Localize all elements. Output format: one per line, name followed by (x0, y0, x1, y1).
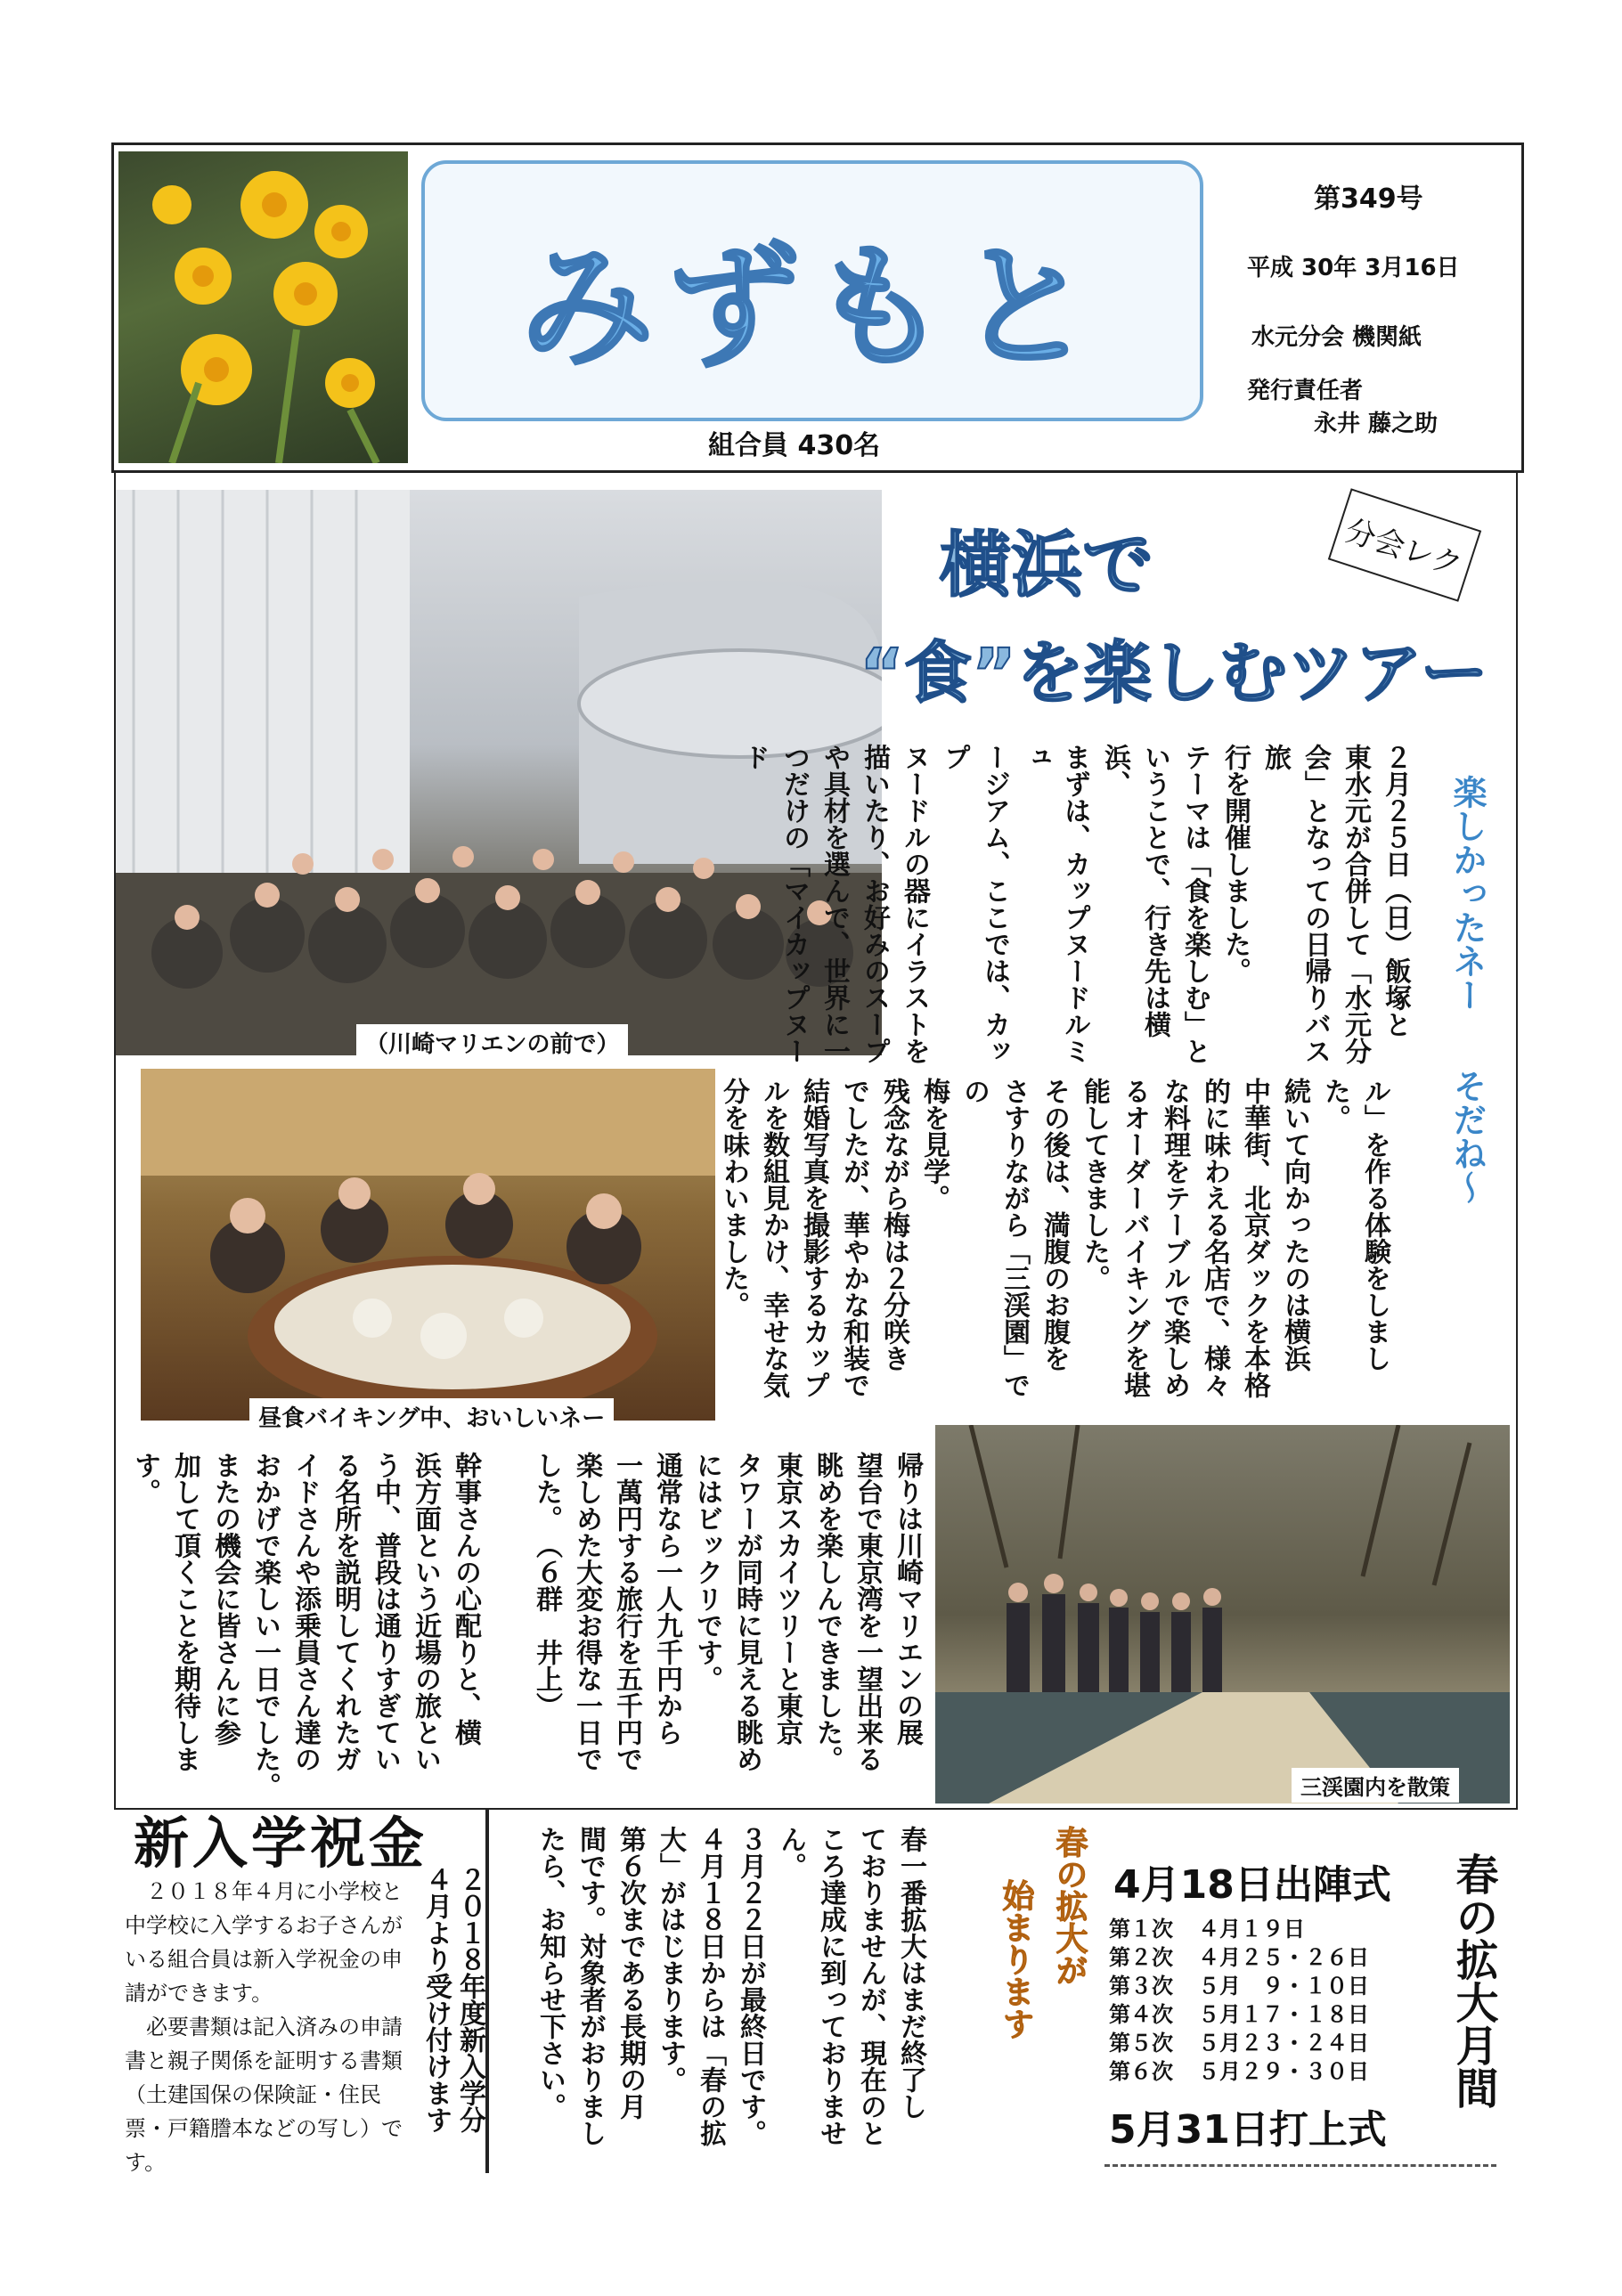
tour-line: つだけの「マイカップヌード (738, 744, 810, 1064)
caption-marien: （川崎マリエンの前で） (356, 1024, 628, 1061)
tour-text-col4 (125, 1452, 485, 1808)
tour-line: る名所を説明してくれたガ (330, 1452, 361, 1772)
headline-tour: “食”を楽しむツアー (860, 633, 1488, 712)
tour-line: 的に味わえる名店で、様々 (1199, 1078, 1230, 1398)
tour-text-col2 (713, 1078, 1395, 1416)
caption-lunch: 昼食バイキング中、おいしいネー (249, 1398, 614, 1435)
tour-line: した。 （６群 井上） (531, 1452, 562, 1719)
lunch-photo-image (141, 1069, 715, 1421)
tour-line: ージアム、ここでは、カップ (939, 744, 1010, 1064)
tour-line: な料理をテーブルで楽しめ (1159, 1078, 1190, 1398)
tour-line: またの機会に皆さんに参 (209, 1452, 240, 1746)
round-date: ５月２３・２４日 (1198, 2031, 1369, 2056)
tour-line: ヌードルの器にイラストを (899, 744, 930, 1064)
member-count: 組合員 430名 (708, 430, 881, 461)
spring-side-title-line1: 春の拡大が (1051, 1826, 1088, 1986)
tour-line: その後は、満腹のお腹を (1039, 1078, 1070, 1372)
tour-line: 浜方面という近場の旅とい (410, 1452, 441, 1772)
headline-yokohama: 横浜で (940, 524, 1153, 607)
tour-line: 幹事さんの心配りと、横 (450, 1452, 481, 1746)
spring-side-title (989, 1826, 1096, 2164)
title-panel (421, 160, 1203, 421)
spring-line: たら、お知らせ下さい。 (534, 1826, 566, 2120)
round-label: 第１次 (1109, 1917, 1173, 1942)
publisher-label: 発行責任者 (1247, 378, 1364, 404)
tour-line: 一萬円する旅行を五千円で (611, 1452, 642, 1772)
spring-line: ３月２２日が最終日です。 (735, 1826, 766, 2146)
tour-line: ルを数組見かけ、幸せな気 (758, 1078, 789, 1398)
daffodil-image (118, 151, 408, 463)
publisher-name: 永井 藤之助 (1314, 411, 1439, 437)
spring-line: 大」がはじまります。 (655, 1826, 686, 2093)
spring-end: 5月31日打上式 (1109, 2107, 1387, 2153)
round-row (1109, 1915, 1369, 1943)
tour-text-col1 (734, 744, 1415, 1064)
stamp-text: 分会レク (1341, 512, 1467, 584)
spring-rounds (1109, 1915, 1369, 2086)
tour-line: 東京スカイツリーと東京 (771, 1452, 803, 1746)
issue-number: 第349号 (1314, 183, 1423, 215)
school-title: 新入学祝金 (134, 1811, 428, 1876)
tour-line: ２月２５日（日）飯塚と (1380, 744, 1411, 1038)
tour-line: 続いて向かったのは横浜 (1279, 1078, 1310, 1372)
school-body-p2: 必要書類は記入済みの申請書と親子関係を証明する書類（土建国保の保険証・住民票・戸籍謄本などの写し）です。 (125, 2015, 403, 2175)
round-label: 第５次 (1109, 2031, 1173, 2056)
school-side-text (419, 1866, 486, 2178)
bottom-divider (1104, 2164, 1496, 2167)
tour-line: 加して頂くことを期待しま (169, 1452, 200, 1772)
tour-line: 能してきました。 (1079, 1078, 1110, 1291)
round-date: ４月１９日 (1198, 1917, 1305, 1942)
tour-line: ル」を作る体験をしました。 (1319, 1078, 1390, 1372)
tour-line: おかげで楽しい一日でした。 (249, 1452, 281, 1799)
tour-line: るオーダーバイキングを堪 (1119, 1078, 1150, 1398)
issue-date: 平成 30年 3月16日 (1247, 255, 1460, 281)
tour-line: 行を開催しました。 (1219, 744, 1251, 984)
round-date: ５月 ９・１０日 (1198, 1974, 1369, 1999)
tour-line: 眺めを楽しんできました。 (811, 1452, 843, 1772)
round-date: ４月２５・２６日 (1198, 1945, 1369, 1970)
round-row (1109, 2057, 1369, 2086)
round-row (1109, 2000, 1369, 2029)
school-divider (485, 1808, 489, 2173)
tour-line: 残念ながら梅は２分咲き (878, 1078, 909, 1372)
spring-side-title-line2: 始まります (998, 1879, 1034, 2040)
tour-line: や具材を選んで、世界に一 (819, 744, 850, 1064)
tour-line: でしたが、華やかな和装で (838, 1078, 869, 1398)
spring-line: ておりませんが、現在のと (855, 1826, 886, 2146)
tour-line: イドさんや添乗員さん達の (289, 1452, 321, 1772)
spring-line: 第６次まである長期の月 (615, 1826, 646, 2120)
round-row (1109, 2029, 1369, 2057)
spring-month-label: 春の拡大月間 (1448, 1852, 1498, 2109)
tour-line: にはビックリです。 (691, 1452, 722, 1692)
newsletter-title: みずもと (519, 231, 1104, 386)
tour-line: 帰りは川崎マリエンの展 (892, 1452, 923, 1746)
round-row (1109, 1972, 1369, 2000)
tour-line: 描いたり、お好みのスープ (859, 744, 890, 1064)
round-date: ５月１７・１８日 (1198, 2002, 1369, 2027)
spring-line: ４月１８日からは「春の拡 (695, 1826, 726, 2146)
spring-line: 間です。対象者がおりまし (575, 1826, 606, 2146)
caption-sankeien: 三渓園内を散策 (1292, 1768, 1459, 1803)
tour-line: 中華街、北京ダックを本格 (1239, 1078, 1270, 1398)
tour-line: 東水元が合併して「水元分 (1340, 744, 1371, 1064)
side-text-fun: 楽しかったネー (1447, 775, 1487, 1012)
tour-line: まずは、カップヌードルミュ (1019, 744, 1090, 1064)
tour-line: 通常なら一人九千円から (651, 1452, 682, 1746)
daffodil-photo (118, 151, 408, 463)
school-body (125, 1875, 414, 2179)
school-body-p1: ２０１８年４月に小学校と中学校に入学するお子さんがいる組合員は新入学祝金の申請ができます。 (125, 1879, 403, 2006)
tour-line: 望台で東京湾を一望出来る (852, 1452, 883, 1772)
round-label: 第４次 (1109, 2002, 1173, 2027)
tour-line: さすりながら「三渓園」での (958, 1078, 1030, 1398)
tour-line: 結婚写真を撮影するカップ (798, 1078, 829, 1398)
spring-line: 春一番拡大はまだ終了し (895, 1826, 926, 2120)
tour-line: 分を味わいました。 (718, 1078, 749, 1318)
lunch-photo (141, 1069, 715, 1421)
round-label: 第３次 (1109, 1974, 1173, 1999)
tour-line: 楽しめた大変お得な一日で (571, 1452, 602, 1772)
round-row (1109, 1943, 1369, 1972)
spring-start: 4月18日出陣式 (1113, 1862, 1391, 1908)
round-date: ５月２９・３０日 (1198, 2059, 1369, 2084)
spring-line: ん。 (775, 1826, 806, 1879)
round-label: 第２次 (1109, 1945, 1173, 1970)
school-side-line2: ４月より受け付けます (420, 1866, 452, 2133)
spring-text (530, 1826, 931, 2182)
side-text-sodane: そだね〜 (1447, 1069, 1487, 1204)
school-side-line1: ２０１８年度新入学分 (454, 1866, 485, 2133)
round-label: 第６次 (1109, 2059, 1173, 2084)
tour-line: す。 (129, 1452, 160, 1505)
sankeien-photo (935, 1425, 1510, 1803)
sankeien-photo-image (935, 1425, 1510, 1803)
tour-line: タワーが同時に見える眺め (731, 1452, 762, 1772)
tour-text-col3 (526, 1452, 927, 1808)
organization: 水元分会 機関紙 (1251, 324, 1422, 351)
tour-line: いうことで、行き先は横浜、 (1099, 744, 1170, 1038)
tour-line: テーマは「食を楽しむ」と (1179, 744, 1210, 1064)
tour-line: 会」となっての日帰りバス旅 (1259, 744, 1331, 1064)
tour-line: う中、普段は通りすぎてい (370, 1452, 401, 1772)
spring-line: ころ達成に到っておりませ (815, 1826, 846, 2146)
tour-line: 梅を見学。 (918, 1078, 950, 1211)
